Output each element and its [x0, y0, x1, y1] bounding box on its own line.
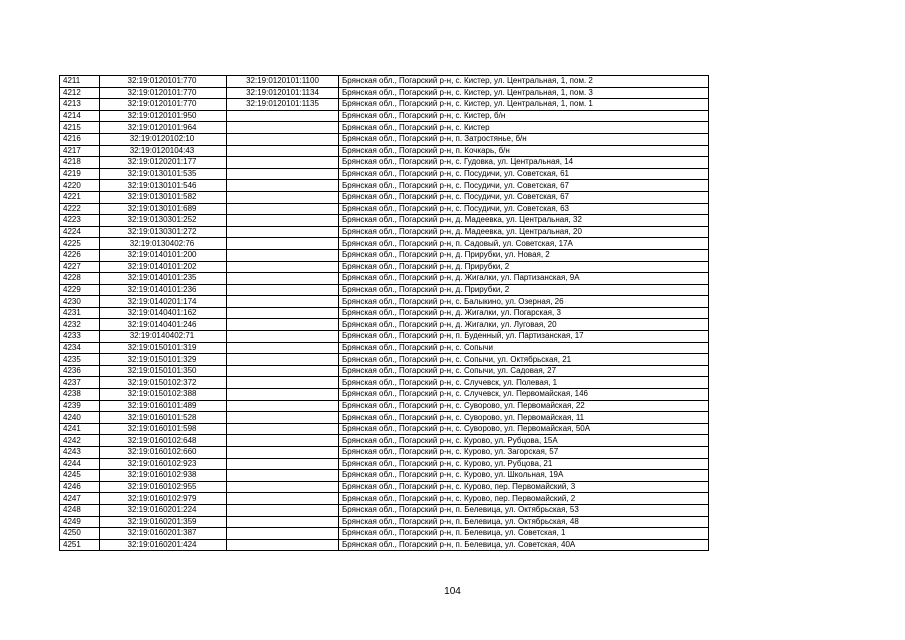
sub-cadastral-number-cell	[227, 226, 339, 238]
table-row	[60, 319, 709, 331]
sub-cadastral-number-cell	[227, 389, 339, 401]
row-number-cell: 4247	[60, 493, 100, 505]
table-row	[60, 423, 709, 435]
cadastral-number-cell: 32:19:0140101:202	[100, 261, 227, 273]
cadastral-number-cell: 32:19:0150102:372	[100, 377, 227, 389]
table-row	[60, 458, 709, 470]
cadastral-number-cell: 32:19:0150101:329	[100, 354, 227, 366]
sub-cadastral-number-cell	[227, 145, 339, 157]
table-row	[60, 447, 709, 459]
address-cell: Брянская обл., Погарский р-н, с. Кистер, б/н	[339, 110, 709, 122]
cadastral-number-cell: 32:19:0160102:955	[100, 481, 227, 493]
table-row	[60, 504, 709, 516]
table-row	[60, 307, 709, 319]
sub-cadastral-number-cell	[227, 238, 339, 250]
cadastral-number-cell: 32:19:0160201:359	[100, 516, 227, 528]
row-number-cell: 4233	[60, 331, 100, 343]
row-number-cell: 4228	[60, 273, 100, 285]
table-row	[60, 226, 709, 238]
sub-cadastral-number-cell	[227, 133, 339, 145]
address-cell: Брянская обл., Погарский р-н, п. Белевица, ул. Октябрьская, 53	[339, 504, 709, 516]
cadastral-number-cell: 32:19:0150102:388	[100, 389, 227, 401]
cadastral-number-cell: 32:19:0120101:770	[100, 87, 227, 99]
table-row	[60, 539, 709, 551]
row-number-cell: 4226	[60, 249, 100, 261]
sub-cadastral-number-cell	[227, 412, 339, 424]
table-row	[60, 296, 709, 308]
cadastral-number-cell: 32:19:0140101:236	[100, 284, 227, 296]
sub-cadastral-number-cell	[227, 307, 339, 319]
cadastral-number-cell: 32:19:0120201:177	[100, 157, 227, 169]
sub-cadastral-number-cell	[227, 110, 339, 122]
table-row	[60, 157, 709, 169]
sub-cadastral-number-cell: 32:19:0120101:1135	[227, 99, 339, 111]
address-cell: Брянская обл., Погарский р-н, с. Курово, ул. Рубцова, 15А	[339, 435, 709, 447]
table-row	[60, 331, 709, 343]
address-cell: Брянская обл., Погарский р-н, п. Белевица, ул. Советская, 1	[339, 528, 709, 540]
address-cell: Брянская обл., Погарский р-н, с. Суворово, ул. Первомайская, 22	[339, 400, 709, 412]
address-cell: Брянская обл., Погарский р-н, с. Гудовка, ул. Центральная, 14	[339, 157, 709, 169]
property-table	[59, 75, 709, 551]
row-number-cell: 4241	[60, 423, 100, 435]
sub-cadastral-number-cell	[227, 331, 339, 343]
cadastral-number-cell: 32:19:0160201:224	[100, 504, 227, 516]
row-number-cell: 4214	[60, 110, 100, 122]
cadastral-number-cell: 32:19:0160201:424	[100, 539, 227, 551]
sub-cadastral-number-cell	[227, 458, 339, 470]
address-cell: Брянская обл., Погарский р-н, д. Прирубки, ул. Новая, 2	[339, 249, 709, 261]
row-number-cell: 4235	[60, 354, 100, 366]
address-cell: Брянская обл., Погарский р-н, п. Затростянье, б/н	[339, 133, 709, 145]
row-number-cell: 4212	[60, 87, 100, 99]
address-cell: Брянская обл., Погарский р-н, п. Белевица, ул. Советская, 40А	[339, 539, 709, 551]
address-cell: Брянская обл., Погарский р-н, д. Мадеевка, ул. Центральная, 20	[339, 226, 709, 238]
sub-cadastral-number-cell	[227, 423, 339, 435]
cadastral-number-cell: 32:19:0130402:76	[100, 238, 227, 250]
cadastral-number-cell: 32:19:0140201:174	[100, 296, 227, 308]
row-number-cell: 4250	[60, 528, 100, 540]
row-number-cell: 4248	[60, 504, 100, 516]
row-number-cell: 4221	[60, 191, 100, 203]
row-number-cell: 4244	[60, 458, 100, 470]
cadastral-number-cell: 32:19:0150101:319	[100, 342, 227, 354]
address-cell: Брянская обл., Погарский р-н, с. Балыкино, ул. Озерная, 26	[339, 296, 709, 308]
table-row	[60, 145, 709, 157]
sub-cadastral-number-cell	[227, 342, 339, 354]
row-number-cell: 4236	[60, 365, 100, 377]
address-cell: Брянская обл., Погарский р-н, п. Кочкарь, б/н	[339, 145, 709, 157]
table-row	[60, 273, 709, 285]
cadastral-number-cell: 32:19:0130101:582	[100, 191, 227, 203]
sub-cadastral-number-cell	[227, 191, 339, 203]
cadastral-number-cell: 32:19:0160102:923	[100, 458, 227, 470]
row-number-cell: 4213	[60, 99, 100, 111]
address-cell: Брянская обл., Погарский р-н, с. Курово, пер. Первомайский, 3	[339, 481, 709, 493]
sub-cadastral-number-cell	[227, 435, 339, 447]
sub-cadastral-number-cell	[227, 447, 339, 459]
row-number-cell: 4240	[60, 412, 100, 424]
address-cell: Брянская обл., Погарский р-н, д. Мадеевка, ул. Центральная, 32	[339, 215, 709, 227]
address-cell: Брянская обл., Погарский р-н, д. Прирубки, 2	[339, 261, 709, 273]
cadastral-number-cell: 32:19:0120102:10	[100, 133, 227, 145]
table-row	[60, 261, 709, 273]
row-number-cell: 4238	[60, 389, 100, 401]
sub-cadastral-number-cell	[227, 249, 339, 261]
address-cell: Брянская обл., Погарский р-н, д. Жигалки, ул. Луговая, 20	[339, 319, 709, 331]
row-number-cell: 4224	[60, 226, 100, 238]
cadastral-number-cell: 32:19:0130101:546	[100, 180, 227, 192]
sub-cadastral-number-cell	[227, 354, 339, 366]
table-row	[60, 133, 709, 145]
table-row	[60, 203, 709, 215]
table-row	[60, 87, 709, 99]
sub-cadastral-number-cell	[227, 528, 339, 540]
address-cell: Брянская обл., Погарский р-н, с. Посудичи, ул. Советская, 67	[339, 180, 709, 192]
cadastral-number-cell: 32:19:0140401:246	[100, 319, 227, 331]
address-cell: Брянская обл., Погарский р-н, п. Белевица, ул. Октябрьская, 48	[339, 516, 709, 528]
table-row	[60, 342, 709, 354]
sub-cadastral-number-cell	[227, 296, 339, 308]
sub-cadastral-number-cell	[227, 481, 339, 493]
sub-cadastral-number-cell	[227, 365, 339, 377]
row-number-cell: 4246	[60, 481, 100, 493]
table-row	[60, 284, 709, 296]
sub-cadastral-number-cell	[227, 377, 339, 389]
sub-cadastral-number-cell	[227, 470, 339, 482]
sub-cadastral-number-cell: 32:19:0120101:1134	[227, 87, 339, 99]
sub-cadastral-number-cell	[227, 122, 339, 134]
sub-cadastral-number-cell	[227, 215, 339, 227]
table-row	[60, 528, 709, 540]
row-number-cell: 4243	[60, 447, 100, 459]
address-cell: Брянская обл., Погарский р-н, п. Буденный, ул. Партизанская, 17	[339, 331, 709, 343]
table-row	[60, 400, 709, 412]
address-cell: Брянская обл., Погарский р-н, с. Сопычи	[339, 342, 709, 354]
cadastral-number-cell: 32:19:0160102:648	[100, 435, 227, 447]
cadastral-number-cell: 32:19:0120101:950	[100, 110, 227, 122]
address-cell: Брянская обл., Погарский р-н, с. Курово, ул. Рубцова, 21	[339, 458, 709, 470]
cadastral-number-cell: 32:19:0160102:938	[100, 470, 227, 482]
sub-cadastral-number-cell	[227, 273, 339, 285]
cadastral-number-cell: 32:19:0150101:350	[100, 365, 227, 377]
address-cell: Брянская обл., Погарский р-н, д. Жигалки, ул. Партизанская, 9А	[339, 273, 709, 285]
table-row	[60, 238, 709, 250]
row-number-cell: 4227	[60, 261, 100, 273]
address-cell: Брянская обл., Погарский р-н, с. Суворово, ул. Первомайская, 50А	[339, 423, 709, 435]
sub-cadastral-number-cell	[227, 284, 339, 296]
sub-cadastral-number-cell	[227, 504, 339, 516]
row-number-cell: 4245	[60, 470, 100, 482]
address-cell: Брянская обл., Погарский р-н, с. Курово, пер. Первомайский, 2	[339, 493, 709, 505]
cadastral-number-cell: 32:19:0140101:235	[100, 273, 227, 285]
table-row	[60, 493, 709, 505]
sub-cadastral-number-cell	[227, 539, 339, 551]
row-number-cell: 4223	[60, 215, 100, 227]
cadastral-number-cell: 32:19:0130101:535	[100, 168, 227, 180]
address-cell: Брянская обл., Погарский р-н, с. Сопычи, ул. Октябрьская, 21	[339, 354, 709, 366]
address-cell: Брянская обл., Погарский р-н, д. Жигалки, ул. Погарская, 3	[339, 307, 709, 319]
cadastral-number-cell: 32:19:0120104:43	[100, 145, 227, 157]
table-row	[60, 191, 709, 203]
sub-cadastral-number-cell	[227, 493, 339, 505]
address-cell: Брянская обл., Погарский р-н, с. Сопычи, ул. Садовая, 27	[339, 365, 709, 377]
page-number: 104	[444, 586, 461, 597]
address-cell: Брянская обл., Погарский р-н, с. Посудичи, ул. Советская, 63	[339, 203, 709, 215]
address-cell: Брянская обл., Погарский р-н, с. Курово, ул. Школьная, 19А	[339, 470, 709, 482]
table-row	[60, 377, 709, 389]
row-number-cell: 4218	[60, 157, 100, 169]
cadastral-number-cell: 32:19:0160102:660	[100, 447, 227, 459]
row-number-cell: 4219	[60, 168, 100, 180]
address-cell: Брянская обл., Погарский р-н, с. Кистер	[339, 122, 709, 134]
table-row	[60, 76, 709, 88]
row-number-cell: 4211	[60, 76, 100, 88]
cadastral-number-cell: 32:19:0130301:272	[100, 226, 227, 238]
table-row	[60, 122, 709, 134]
cadastral-number-cell: 32:19:0120101:964	[100, 122, 227, 134]
sub-cadastral-number-cell	[227, 319, 339, 331]
sub-cadastral-number-cell	[227, 180, 339, 192]
table-row	[60, 168, 709, 180]
row-number-cell: 4251	[60, 539, 100, 551]
cadastral-number-cell: 32:19:0120101:770	[100, 99, 227, 111]
row-number-cell: 4239	[60, 400, 100, 412]
sub-cadastral-number-cell	[227, 400, 339, 412]
table-row	[60, 389, 709, 401]
row-number-cell: 4230	[60, 296, 100, 308]
sub-cadastral-number-cell	[227, 203, 339, 215]
table-row	[60, 249, 709, 261]
address-cell: Брянская обл., Погарский р-н, с. Суворово, ул. Первомайская, 11	[339, 412, 709, 424]
row-number-cell: 4216	[60, 133, 100, 145]
table-row	[60, 365, 709, 377]
cadastral-number-cell: 32:19:0160201:387	[100, 528, 227, 540]
row-number-cell: 4217	[60, 145, 100, 157]
cadastral-number-cell: 32:19:0160101:598	[100, 423, 227, 435]
table-row	[60, 435, 709, 447]
cadastral-number-cell: 32:19:0130301:252	[100, 215, 227, 227]
address-cell: Брянская обл., Погарский р-н, д. Прирубки, 2	[339, 284, 709, 296]
table-row	[60, 516, 709, 528]
address-cell: Брянская обл., Погарский р-н, с. Случевск, ул. Первомайская, 146	[339, 389, 709, 401]
sub-cadastral-number-cell	[227, 168, 339, 180]
address-cell: Брянская обл., Погарский р-н, с. Посудичи, ул. Советская, 61	[339, 168, 709, 180]
table-body	[60, 76, 709, 551]
row-number-cell: 4220	[60, 180, 100, 192]
address-cell: Брянская обл., Погарский р-н, с. Кистер, ул. Центральная, 1, пом. 3	[339, 87, 709, 99]
table-row	[60, 354, 709, 366]
cadastral-number-cell: 32:19:0140402:71	[100, 331, 227, 343]
row-number-cell: 4222	[60, 203, 100, 215]
table-row	[60, 470, 709, 482]
cadastral-number-cell: 32:19:0160101:489	[100, 400, 227, 412]
cadastral-number-cell: 32:19:0140401:162	[100, 307, 227, 319]
row-number-cell: 4237	[60, 377, 100, 389]
table-row	[60, 412, 709, 424]
table-row	[60, 110, 709, 122]
address-cell: Брянская обл., Погарский р-н, п. Садовый, ул. Советская, 17А	[339, 238, 709, 250]
cadastral-number-cell: 32:19:0160102:979	[100, 493, 227, 505]
row-number-cell: 4249	[60, 516, 100, 528]
row-number-cell: 4234	[60, 342, 100, 354]
row-number-cell: 4231	[60, 307, 100, 319]
cadastral-number-cell: 32:19:0130101:689	[100, 203, 227, 215]
address-cell: Брянская обл., Погарский р-н, с. Кистер, ул. Центральная, 1, пом. 1	[339, 99, 709, 111]
address-cell: Брянская обл., Погарский р-н, с. Курово, ул. Загорская, 57	[339, 447, 709, 459]
sub-cadastral-number-cell: 32:19:0120101:1100	[227, 76, 339, 88]
address-cell: Брянская обл., Погарский р-н, с. Кистер, ул. Центральная, 1, пом. 2	[339, 76, 709, 88]
table-row	[60, 180, 709, 192]
cadastral-number-cell: 32:19:0140101:200	[100, 249, 227, 261]
table-row	[60, 215, 709, 227]
row-number-cell: 4215	[60, 122, 100, 134]
address-cell: Брянская обл., Погарский р-н, с. Случевск, ул. Полевая, 1	[339, 377, 709, 389]
row-number-cell: 4232	[60, 319, 100, 331]
table-row	[60, 99, 709, 111]
table-row	[60, 481, 709, 493]
address-cell: Брянская обл., Погарский р-н, с. Посудичи, ул. Советская, 67	[339, 191, 709, 203]
row-number-cell: 4229	[60, 284, 100, 296]
cadastral-number-cell: 32:19:0120101:770	[100, 76, 227, 88]
row-number-cell: 4225	[60, 238, 100, 250]
sub-cadastral-number-cell	[227, 157, 339, 169]
sub-cadastral-number-cell	[227, 261, 339, 273]
row-number-cell: 4242	[60, 435, 100, 447]
sub-cadastral-number-cell	[227, 516, 339, 528]
cadastral-number-cell: 32:19:0160101:528	[100, 412, 227, 424]
